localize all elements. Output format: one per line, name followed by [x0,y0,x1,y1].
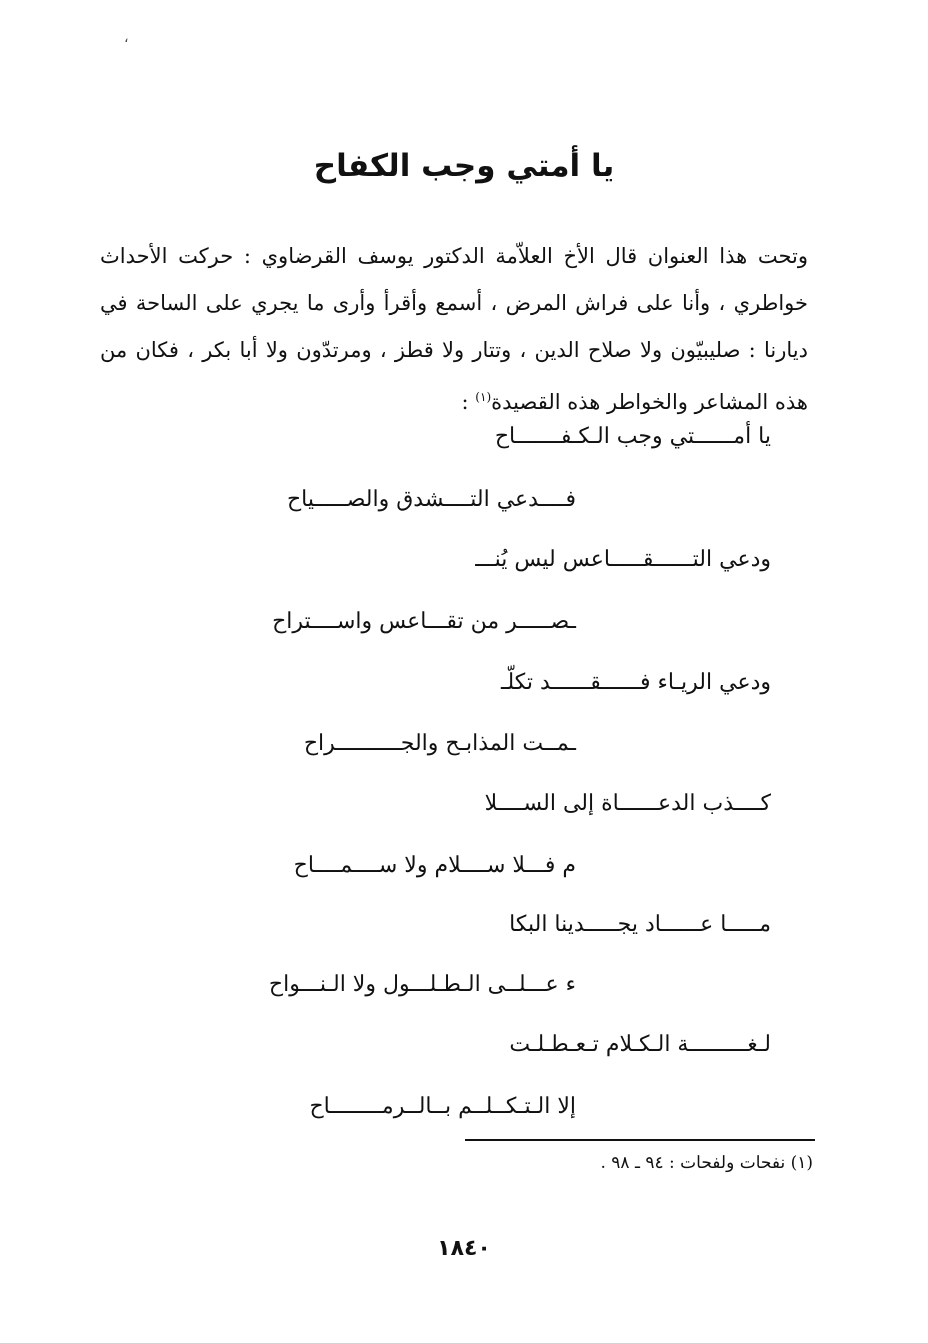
verse-line: فــــدعي التــــشدق والصـــــياح [286,487,576,512]
intro-paragraph [100,233,808,426]
verse-line: ـصـــــر من تقـــاعس واســــتراح [272,609,576,634]
intro-text: وتحت هذا العنوان قال الأخ العلاّمة الدكتور يوسف القرضاوي : حركت الأحداث خواطري ، وأنا على فراش المرض ، أسمع وأقرأ وأرى ما يجري على الساحة في ديارنا : صليبيّون ولا صلاح الدين ، وتتار ولا قطز ، ومرتدّون ولا أبا بكر ، فكان من هذه المشاعر والخواطر هذه القصيدة [100,244,808,414]
stray-mark: ، [124,30,129,46]
verse-line: يا أمــــــتي وجب الـكـفـــــــاح [494,424,771,449]
verse-line: ء عـــلــى الـطـلـــول ولا الـنـــواح [268,972,576,997]
verse-line: لـغـــــــــة الـكـلام تـعـطـلـت [509,1032,771,1057]
verse-line: إلا الـتـكــلــم بــالــرمــــــــاح [309,1094,576,1119]
verse-line: ـمــت المذابـح والجــــــــــراح [303,731,576,756]
verse-line: م فـــلا ســــلام ولا ســــمــــاح [293,853,576,878]
poem-title: يا أمتي وجب الكفاح [313,148,615,184]
verse-line: مـــــا عــــــاد يجـــــدينا البكا [509,912,771,937]
footnote-divider [465,1139,815,1141]
verse-line: ودعي التــــــقـــــاعس ليس يُنـــ [475,547,771,572]
verse-line: ودعي الريـاء فــــــقــــــد تكلّـ [501,670,771,695]
verse-line: كــــذب الدعــــــاة إلى الســــلا [484,791,771,816]
footnote-reference: (١) [475,390,492,404]
footnote: (١) نفحات ولفحات : ٩٤ ـ ٩٨ . [600,1153,813,1173]
intro-ending: : [461,390,476,414]
page-number: ١٨٤٠ [437,1236,491,1261]
